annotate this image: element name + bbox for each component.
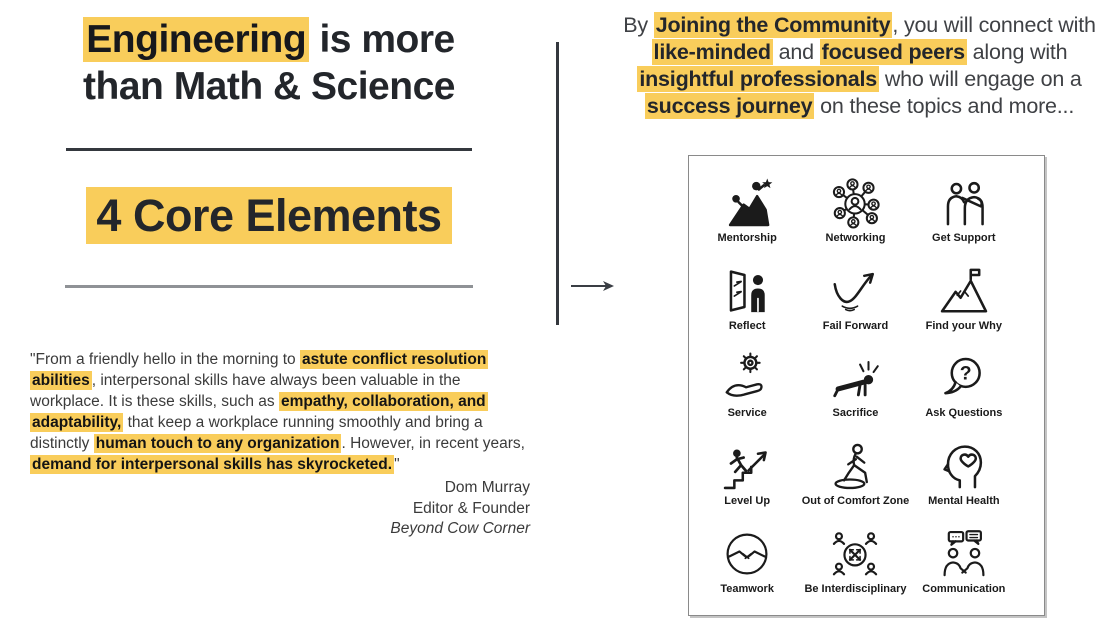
attribution-role: Editor & Founder bbox=[412, 499, 530, 517]
topic-label: Out of Comfort Zone bbox=[801, 495, 910, 508]
get-support-icon bbox=[937, 176, 991, 230]
community-intro-paragraph bbox=[602, 12, 1117, 120]
topic-label: Teamwork bbox=[720, 583, 774, 596]
topic-item bbox=[693, 254, 801, 342]
teamwork-icon bbox=[720, 527, 774, 581]
text-run: and bbox=[772, 39, 820, 64]
text-run: " bbox=[394, 456, 400, 474]
right-arrow-icon bbox=[570, 278, 616, 299]
find-your-why-icon bbox=[937, 264, 991, 318]
topic-item bbox=[910, 166, 1018, 254]
text-run: is more than Math & Science bbox=[83, 18, 455, 109]
topic-label: Mentorship bbox=[717, 231, 777, 244]
topic-label: Fail Forward bbox=[822, 319, 889, 332]
communication-icon bbox=[937, 527, 991, 581]
topics-grid bbox=[689, 156, 1044, 615]
text-run: that keep a workplace running smoothly and bring a distinctly bbox=[30, 414, 483, 453]
be-interdisciplinary-icon bbox=[828, 527, 882, 581]
topic-label: Be Interdisciplinary bbox=[804, 583, 907, 596]
topics-box bbox=[688, 155, 1045, 616]
level-up-icon bbox=[720, 439, 774, 493]
divider-line-dark bbox=[66, 148, 472, 151]
attribution bbox=[30, 478, 530, 539]
topic-item bbox=[801, 166, 909, 254]
topic-label: Reflect bbox=[728, 319, 766, 332]
fail-forward-icon bbox=[828, 264, 882, 318]
text-run: , you will connect with bbox=[892, 13, 1096, 37]
main-title bbox=[54, 16, 484, 110]
topic-label: Service bbox=[727, 407, 767, 420]
topic-label: Find your Why bbox=[925, 319, 1003, 332]
text-run: who will engage on a bbox=[879, 66, 1082, 91]
topic-label: Mental Health bbox=[928, 495, 1000, 508]
topic-label: Level Up bbox=[724, 495, 771, 508]
highlighted-text-run: like-minded bbox=[653, 39, 771, 64]
topic-item bbox=[693, 517, 801, 605]
highlighted-text-run: Engineering bbox=[83, 17, 309, 62]
text-run: . However, in recent years, bbox=[341, 435, 525, 453]
highlighted-text-run: Joining the Community bbox=[655, 13, 891, 37]
service-icon bbox=[720, 351, 774, 405]
topic-item bbox=[693, 166, 801, 254]
topic-item bbox=[910, 254, 1018, 342]
mentorship-icon bbox=[720, 176, 774, 230]
topic-item bbox=[693, 342, 801, 430]
highlighted-text-run: success journey bbox=[646, 93, 813, 118]
highlighted-text-run: insightful professionals bbox=[639, 66, 878, 91]
highlighted-text-run: focused peers bbox=[821, 39, 965, 64]
svg-text:?: ? bbox=[959, 363, 972, 386]
topic-label: Ask Questions bbox=[925, 407, 1003, 420]
topic-item bbox=[801, 517, 909, 605]
reflect-icon bbox=[720, 264, 774, 318]
subtitle-wrap bbox=[54, 190, 484, 242]
topic-item bbox=[801, 342, 909, 430]
subtitle-4-core-elements: 4 Core Elements bbox=[86, 187, 451, 244]
topic-label: Communication bbox=[922, 583, 1006, 596]
text-run: "From a friendly hello in the morning to bbox=[30, 351, 300, 368]
highlighted-text-run: empathy, collaboration, and adaptability, bbox=[32, 393, 486, 432]
topic-item bbox=[801, 254, 909, 342]
vertical-divider bbox=[556, 42, 559, 325]
topic-label: Get Support bbox=[932, 231, 996, 244]
sacrifice-icon bbox=[828, 351, 882, 405]
topic-label: Sacrifice bbox=[832, 407, 879, 420]
highlighted-text-run: human touch to any organization bbox=[95, 435, 340, 453]
topic-item bbox=[910, 429, 1018, 517]
topic-label: Networking bbox=[825, 231, 886, 244]
out-of-comfort-zone-icon bbox=[828, 439, 882, 493]
topic-item bbox=[801, 429, 909, 517]
ask-questions-icon bbox=[937, 351, 991, 405]
attribution-name: Dom Murray bbox=[444, 479, 530, 497]
highlighted-text-run: demand for interpersonal skills has skyrocketed. bbox=[32, 456, 393, 474]
attribution-org: Beyond Cow Corner bbox=[390, 520, 530, 538]
divider-line-gray bbox=[65, 285, 473, 288]
topic-item bbox=[910, 517, 1018, 605]
networking-icon bbox=[828, 176, 882, 230]
quote-paragraph bbox=[30, 349, 530, 475]
mental-health-icon bbox=[937, 439, 991, 493]
text-run: , interpersonal skills have always been valuable in the workplace. It is these skills, such as bbox=[30, 372, 461, 411]
quote-block bbox=[30, 349, 530, 540]
text-run: along with bbox=[966, 39, 1068, 64]
topic-item bbox=[910, 342, 1018, 430]
text-run: on these topics and more... bbox=[814, 93, 1075, 118]
topic-item bbox=[693, 429, 801, 517]
text-run: By bbox=[623, 13, 654, 37]
highlighted-text-run: astute conflict resolution abilities bbox=[32, 351, 487, 390]
